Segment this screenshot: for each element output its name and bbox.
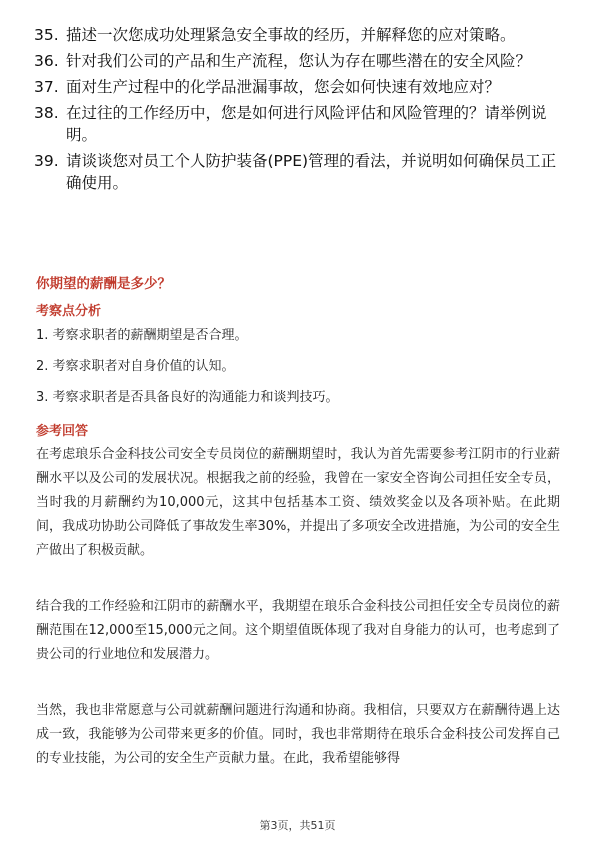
- analysis-item: 3. 考察求职者是否具备良好的沟通能力和谈判技巧。: [36, 390, 339, 405]
- answer-paragraph: 结合我的工作经验和江阴市的薪酬水平，我期望在琅乐合金科技公司担任安全专员岗位的薪酬范围在12,000至15,000元之间。这个期望值既体现了我对自身能力的认可，也考虑到了贵公司的行业地位和发展潜力。: [36, 599, 560, 662]
- question-text: 描述一次您成功处理紧急安全事故的经历，并解释您的应对策略。: [66, 26, 516, 44]
- question-item: [34, 102, 564, 146]
- answer-paragraph: 在考虑琅乐合金科技公司安全专员岗位的薪酬期望时，我认为首先需要参考江阴市的行业薪酬水平以及公司的发展状况。根据我之前的经验，我曾在一家安全咨询公司担任安全专员，当时我的月薪酬约为10,000元，这其中包括基本工资、绩效奖金以及各项补贴。在此期间，我成功协助公司降低了事故发生率30%，并提出了多项安全改进措施，为公司的安全生产做出了积极贡献。: [36, 447, 560, 558]
- analysis-title: 考察点分析: [36, 304, 102, 319]
- answer-paragraph: 当然，我也非常愿意与公司就薪酬问题进行沟通和协商。我相信，只要双方在薪酬待遇上达成一致，我能够为公司带来更多的价值。同时，我也非常期待在琅乐合金科技公司发挥自己的专业技能，为公司的安全生产贡献力量。在此，我希望能够得: [36, 703, 560, 766]
- page-footer: 第3页，共51页: [259, 819, 336, 832]
- section-title: 你期望的薪酬是多少？: [36, 276, 171, 292]
- analysis-item: 2. 考察求职者对自身价值的认知。: [36, 359, 235, 374]
- question-number: 36.: [34, 52, 59, 70]
- analysis-item: 1. 考察求职者的薪酬期望是否合理。: [36, 328, 248, 343]
- answer-body: [36, 443, 560, 803]
- question-item: [34, 50, 564, 72]
- question-number: 39.: [34, 152, 59, 170]
- question-item: [34, 76, 564, 98]
- question-text: 针对我们公司的产品和生产流程，您认为存在哪些潜在的安全风险？: [66, 52, 532, 70]
- question-number: 38.: [34, 104, 59, 122]
- question-item: [34, 150, 564, 194]
- analysis-list: [36, 326, 556, 419]
- question-number: 37.: [34, 78, 59, 96]
- question-list: [34, 24, 564, 198]
- question-text: 在过往的工作经历中，您是如何进行风险评估和风险管理的？请举例说明。: [66, 104, 547, 144]
- answer-title: 参考回答: [36, 424, 89, 439]
- question-item: [34, 24, 564, 46]
- question-text: 请谈谈您对员工个人防护装备(PPE)管理的看法，并说明如何确保员工正确使用。: [66, 152, 557, 192]
- question-text: 面对生产过程中的化学品泄漏事故，您会如何快速有效地应对？: [66, 78, 501, 96]
- question-number: 35.: [34, 26, 59, 44]
